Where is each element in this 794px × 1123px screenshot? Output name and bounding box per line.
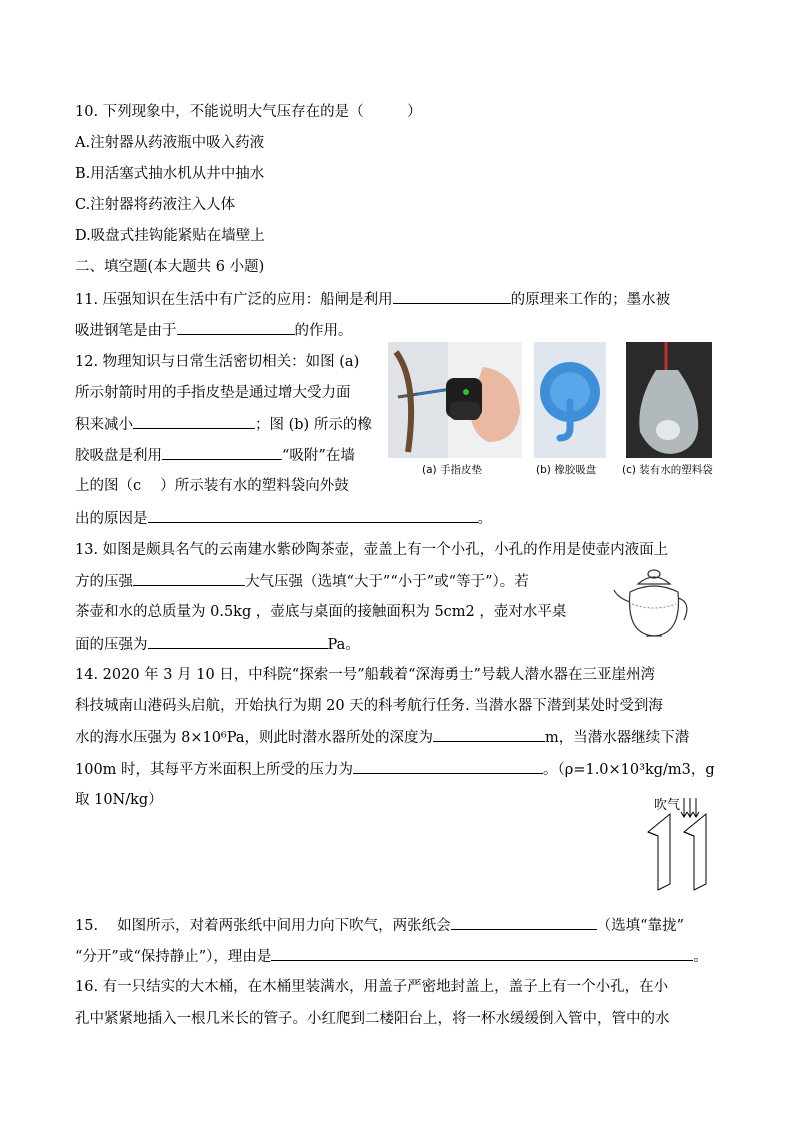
caption-a: (a) 手指皮垫 [422,464,482,476]
q13-text4a: 面的压强为 [75,637,148,653]
q11-line2 [75,320,353,341]
q11-blank1[interactable] [393,289,511,304]
q12-blank3[interactable] [148,508,478,523]
q11-text1: 11. 压强知识在生活中有广泛的应用：船闸是利用 [75,292,393,308]
q12-line4 [75,445,355,466]
water-bag-photo [626,342,712,458]
q11-blank2[interactable] [177,320,295,335]
q15-text2b: 。 [693,949,708,965]
q12-text6b: 。 [477,511,492,527]
q13-line2 [75,571,529,592]
q16-line2: 孔中紧紧地插入一根几米长的管子。小红爬到二楼阳台上，将一杯水缓缓倒入管中，管中的水 [75,1011,670,1027]
q12-text4a: 胶吸盘是利用 [75,448,162,464]
q12-figures [388,342,728,482]
q15-text1b: （选填“靠拢” [596,918,684,934]
blow-label: 吹气 [654,798,681,813]
q12-text4b: “吸附”在墙 [282,448,355,464]
q14-text4b: 。（ρ=1.0×10³kg/m3，g [543,762,715,778]
q13-text2b: 大气压强（选填“大于”“小于”或“等于”）。若 [245,574,529,590]
q11-text4: 的作用。 [294,323,353,339]
q10-option-c: C.注射器将药液注入人体 [75,197,236,213]
caption-b: (b) 橡胶吸盘 [536,464,597,476]
q14-line3 [75,727,689,748]
q12-line2: 所示射箭时用的手指皮垫是通过增大受力面 [75,385,351,401]
q12-text6a: 出的原因是 [75,511,148,527]
q11-line1 [75,289,670,310]
q15-blank2[interactable] [271,946,693,961]
q10-option-d: D.吸盘式挂钩能紧贴在墙壁上 [75,228,265,244]
q16-line1: 16. 有一只结实的大木桶，在木桶里装满水，用盖子严密地封盖上，盖子上有一个小孔，在小 [75,979,669,995]
q12-line5: 上的图（c ）所示装有水的塑料袋向外鼓 [75,478,349,494]
finger-pad-photo [388,342,522,458]
q15-line1 [75,915,684,936]
q12-blank2[interactable] [162,445,282,460]
q14-blank1[interactable] [433,727,545,742]
q10-stem: 10. 下列现象中，不能说明大气压存在的是（ ） [75,104,422,120]
q13-blank1[interactable] [133,571,245,586]
q12-text3a: 积来减小 [75,417,133,433]
q10-option-a: A.注射器从药液瓶中吸入药液 [75,135,265,151]
q14-line4 [75,759,715,780]
q14-text3a: 水的海水压强为 8×10⁶Pa，则此时潜水器所处的深度为 [75,730,433,746]
q13-line3: 茶壶和水的总质量为 0.5kg ，壶底与桌面的接触面积为 5cm2 ，壶对水平桌 [75,604,567,620]
two-papers-figure [640,792,720,894]
suction-cup-photo [534,342,606,458]
q12-line3 [75,414,372,435]
q11-text3: 吸进钢笔是由于 [75,323,177,339]
q14-text4a: 100m 时，其每平方米面积上所受的压力为 [75,762,354,778]
q12-blank1[interactable] [133,414,255,429]
q14-text3b: m，当潜水器继续下潜 [545,730,690,746]
teapot-figure [612,562,692,644]
q13-text4b: Pa。 [327,637,360,653]
q14-line2: 科技城南山港码头启航，开始执行为期 20 天的科考航行任务. 当潜水器下潜到某处时受到海 [75,698,663,714]
q13-blank2[interactable] [148,634,328,649]
q13-text2a: 方的压强 [75,574,133,590]
caption-c: (c) 装有水的塑料袋 [622,464,713,476]
q14-line5: 取 10N/kg） [75,792,163,808]
q12-line6 [75,508,492,529]
q14-blank2[interactable] [353,759,543,774]
q11-text2: 的原理来工作的；墨水被 [510,292,671,308]
q13-line4 [75,634,360,655]
q15-blank1[interactable] [451,915,597,930]
q15-text2a: “分开”或“保持静止”），理由是 [75,949,272,965]
q12-text3b: ；图 (b) 所示的橡 [255,417,372,433]
q13-line1: 13. 如图是颇具名气的云南建水紫砂陶茶壶，壶盖上有一个小孔，小孔的作用是使壶内液面上 [75,542,669,558]
q14-line1: 14. 2020 年 3 月 10 日，中科院“探索一号”船载着“深海勇士”号载人潜水器在三亚崖州湾 [75,667,655,683]
q15-line2 [75,946,708,967]
q15-text1a: 15. 如图所示，对着两张纸中间用力向下吹气，两张纸会 [75,918,451,934]
section-heading: 二、填空题(本大题共 6 小题) [75,259,265,275]
q10-option-b: B.用活塞式抽水机从井中抽水 [75,166,265,182]
q12-line1: 12. 物理知识与日常生活密切相关：如图 (a) [75,354,360,370]
